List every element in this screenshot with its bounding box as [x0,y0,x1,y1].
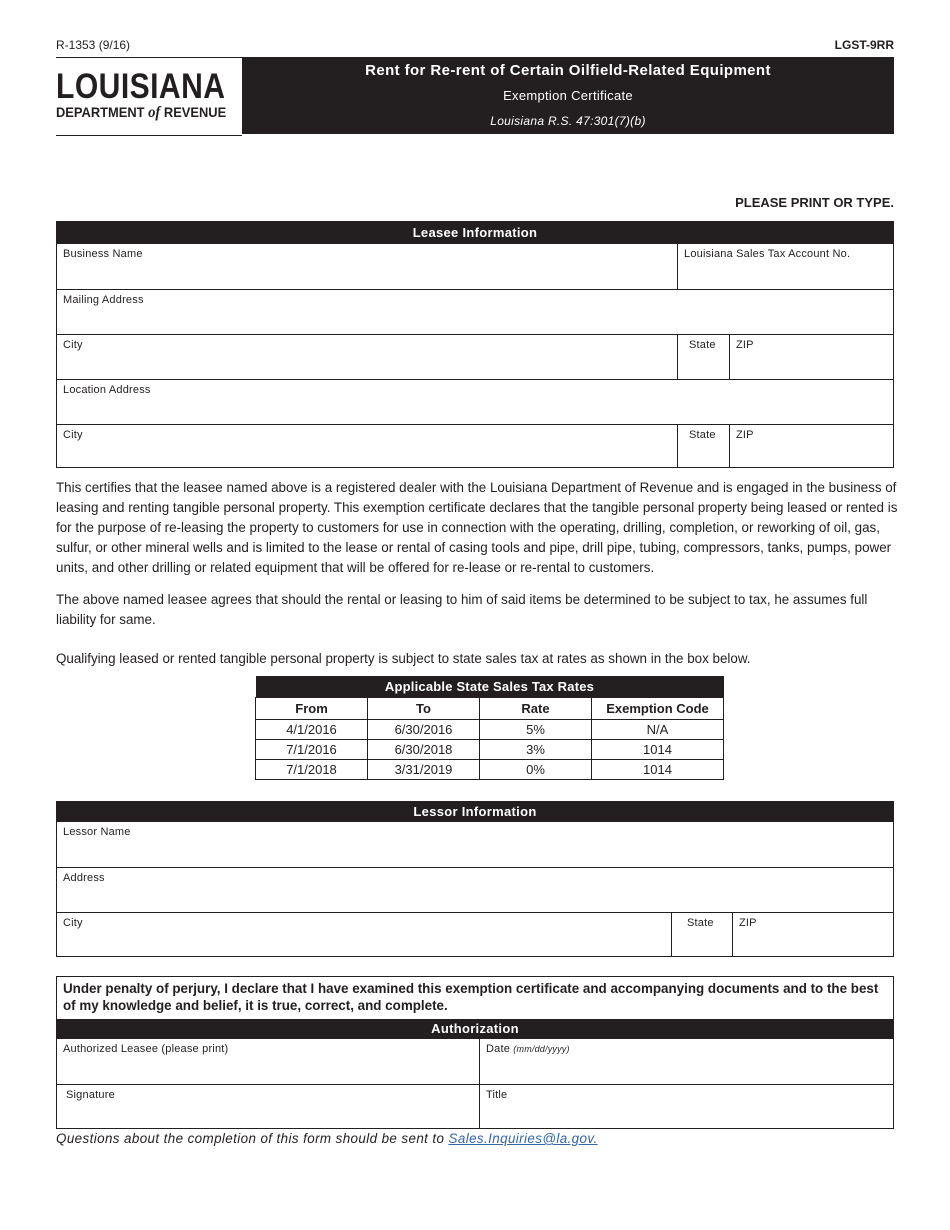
rates-header-to: To [368,698,480,720]
leasee-heading: Leasee Information [57,222,893,244]
rate-from: 7/1/2018 [256,760,368,780]
lessor-city-label: City [63,917,83,929]
lessor-zip-label: ZIP [739,917,757,929]
zip-field[interactable] [729,335,893,379]
leasee-row-business [57,244,893,289]
lessor-name-field[interactable] [57,822,893,867]
rate-value: 0% [480,760,592,780]
authorized-leasee-field[interactable] [57,1039,479,1084]
footer-note [56,1131,598,1146]
form-subtitle: Exemption Certificate [503,88,633,103]
location-city-field[interactable] [57,425,677,468]
leasee-row-mailing [57,289,893,334]
mailing-address-field[interactable] [57,290,893,334]
lessor-state-label: State [687,917,714,929]
mailing-address-label: Mailing Address [63,294,144,306]
table-row [256,720,724,740]
rate-to: 3/31/2019 [368,760,480,780]
certification-paragraph: This certifies that the leasee named above is a registered dealer with the Louisiana Department of Revenue and is engaged in the business of leasing and renting tangible personal property. This exemption certificate declares that the tangible personal property being leased or rented is for the purpose of re-leasing the property to customers for use in connection with the operating, drilling, completion, or reworking of oil, gas, sulfur, or other mineral wells and is limited to the lease or rental of casing tools and pipe, drill pipe, tubing, compressors, tanks, pumps, power units, and other drilling or related equipment that will be offered for re-lease or re-rental to customers. [56,480,898,575]
zip-label: ZIP [736,339,754,351]
form-number: LGST-9RR [834,38,894,52]
rate-to: 6/30/2016 [368,720,480,740]
authorization-row-1 [57,1039,893,1084]
liability-paragraph: The above named leasee agrees that should the rental or leasing to him of said items be determined to be subject to tax, he assumes full liability for same. [56,592,868,627]
date-label [486,1043,570,1055]
form-code: R-1353 (9/16) [56,38,131,52]
lessor-address-field[interactable] [57,868,893,912]
lessor-name-label: Lessor Name [63,826,131,838]
location-city-label: City [63,429,83,441]
title-label: Title [486,1089,508,1101]
tax-account-label: Louisiana Sales Tax Account No. [684,248,851,260]
leasee-section [56,221,894,468]
state-label: State [689,339,716,351]
signature-label: Signature [66,1089,115,1101]
logo-sub-of: of [148,104,161,121]
logo-sub-before: DEPARTMENT [56,104,149,120]
rate-from: 7/1/2016 [256,740,368,760]
authorized-leasee-label: Authorized Leasee (please print) [63,1043,229,1055]
location-zip-field[interactable] [729,425,893,468]
rate-code: 1014 [592,740,724,760]
location-address-field[interactable] [57,380,893,424]
business-name-label: Business Name [63,248,143,260]
tax-rates-table [255,676,724,780]
lessor-row-name [57,822,893,867]
logo-sub-after: REVENUE [160,104,227,120]
print-instruction: PLEASE PRINT OR TYPE. [735,195,894,210]
perjury-statement: Under penalty of perjury, I declare that I have examined this exemption certificate and accompanying documents and to the best of my knowledge and belief, it is true, correct, and complete. [63,981,879,1013]
form-title-banner [242,57,894,134]
authorization-section [56,976,894,1129]
business-name-field[interactable] [57,244,677,289]
rates-header-code: Exemption Code [592,698,724,720]
lessor-state-field[interactable] [671,913,732,956]
rates-header-from: From [256,698,368,720]
lessor-address-label: Address [63,872,105,884]
rate-code: 1014 [592,760,724,780]
signature-field[interactable] [57,1085,479,1128]
lessor-city-field[interactable] [57,913,671,956]
logo-sub-text [56,104,226,122]
lessor-heading: Lessor Information [57,802,893,822]
lessor-row-address [57,867,893,912]
form-title: Rent for Re-rent of Certain Oilfield-Related Equipment [365,62,771,79]
email-link[interactable]: Sales.Inquiries@la.gov. [448,1131,598,1146]
footer-text: Questions about the completion of this form should be sent to [56,1131,449,1146]
rates-header-rate: Rate [480,698,592,720]
rate-value: 5% [480,720,592,740]
rate-from: 4/1/2016 [256,720,368,740]
tax-account-field[interactable] [677,244,893,289]
location-state-label: State [689,429,716,441]
lessor-row-city [57,912,893,956]
authorization-heading: Authorization [57,1019,893,1039]
date-label-text: Date [486,1043,514,1055]
location-state-field[interactable] [677,425,729,468]
leasee-row-location [57,379,893,424]
leasee-row-city2 [57,424,893,468]
city-field[interactable] [57,335,677,379]
authorization-row-2 [57,1084,893,1128]
leasee-row-city [57,334,893,379]
state-field[interactable] [677,335,729,379]
location-address-label: Location Address [63,384,151,396]
date-field[interactable] [479,1039,893,1084]
table-row [256,740,724,760]
city-label: City [63,339,83,351]
table-row [256,760,724,780]
lessor-zip-field[interactable] [732,913,893,956]
title-field[interactable] [479,1085,893,1128]
department-logo [56,57,242,136]
logo-main-text: LOUISIANA [56,67,226,106]
rates-caption: Applicable State Sales Tax Rates [256,676,724,698]
rate-to: 6/30/2018 [368,740,480,760]
lessor-section [56,801,894,957]
rates-intro-paragraph: Qualifying leased or rented tangible personal property is subject to state sales tax at rates as shown in the box below. [56,651,751,666]
date-format-hint: (mm/dd/yyyy) [513,1044,570,1054]
form-statute: Louisiana R.S. 47:301(7)(b) [490,114,646,128]
rate-value: 3% [480,740,592,760]
location-zip-label: ZIP [736,429,754,441]
rate-code: N/A [592,720,724,740]
